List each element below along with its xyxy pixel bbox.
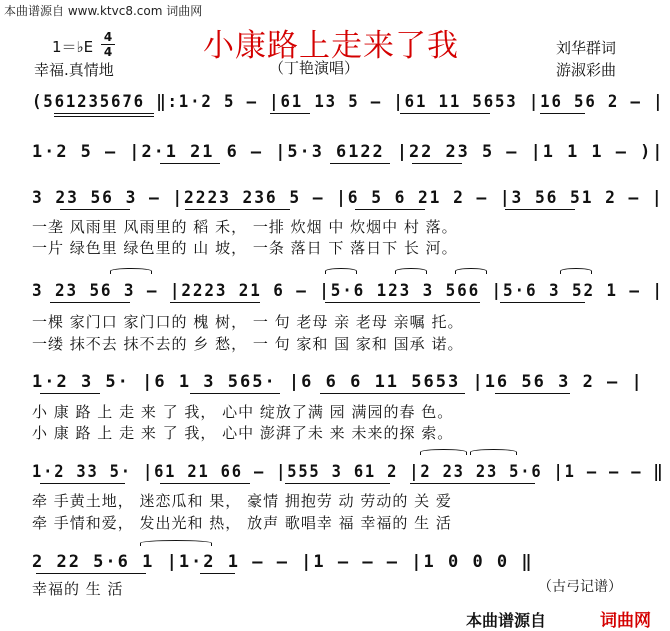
lyric-verse-2-line-5: 小 康 路 上 走 来 了 我， 心中 澎湃了未 来 未来的探 索。 [32,424,454,442]
rhythm-underline [185,209,290,210]
footer-source-label: 本曲谱源自 [466,611,547,630]
tie-slur [110,268,152,274]
notation-line-5: 1·2 3 5· |6 1 3 565· |6 6 6 11 5653 |16 56 3 2 — | [32,372,644,392]
lyric-verse-2-line-6: 牵 手情和爱， 发出光和 热， 放声 歌唱幸 福 幸福的 生 活 [32,514,452,532]
rhythm-underline [320,393,465,394]
rhythm-underline [285,483,390,484]
notation-line-6: 1·2 33 5· |61 21 66 — |555 3 61 2 |2 23 23 5·6 |1 — — — ‖ [32,462,665,482]
rhythm-underline [270,113,310,114]
notation-line-3: 3 23 56 3 — |2223 236 5 — |6 5 6 21 2 — |3 56 51 2 — | [32,188,664,208]
rhythm-underline [60,209,130,210]
rhythm-underline [200,573,235,574]
site-source-header: 本曲谱源自 www.ktvc8.com 词曲网 [4,4,203,18]
rhythm-underline [160,163,220,164]
rhythm-underline [170,302,260,303]
tie-slur [560,268,592,274]
tie-slur [325,268,357,274]
lyric-verse-2-line-4: 一缕 抹不去 抹不去的 乡 愁， 一 句 家和 国 家和 国承 诺。 [32,335,464,353]
notation-line-7: 2 22 5·6 1 |1·2 1 — — |1 — — — |1 0 0 0 ‖ [32,552,534,572]
tie-slur [395,268,427,274]
lyric-verse-1-line-6: 牵 手黄土地， 迷恋瓜和 果， 豪情 拥抱劳 动 劳动的 关 爱 [32,492,452,510]
rhythm-underline [410,483,535,484]
song-title: 小康路上走来了我 [203,28,459,64]
lyric-verse-2-line-3: 一片 绿色里 绿色里的 山 坡， 一条 落日 下 落日下 长 河。 [32,239,458,257]
key-signature: 1＝♭E [52,38,94,56]
rhythm-underline [505,209,575,210]
notation-line-2: 1·2 5 — |2·1 21 6 — |5·3 6122 |22 23 5 — |1 1 1 — )| [32,142,665,162]
footer-site-name[interactable]: 词曲网 [600,611,651,631]
tie-slur [140,540,212,546]
rhythm-underline [325,302,480,303]
rhythm-underline [40,483,125,484]
rhythm-underline [160,483,250,484]
rhythm-underline [54,113,154,114]
rhythm-underline [40,393,100,394]
rhythm-underline [412,163,462,164]
rhythm-underline [54,116,154,117]
rhythm-underline [50,302,130,303]
tempo-mood: 幸福.真情地 [34,61,114,79]
lyric-verse-1-line-3: 一垄 风雨里 风雨里的 稻 禾， 一排 炊烟 中 炊烟中 村 落。 [32,218,458,236]
meter-bottom: 4 [103,45,113,59]
tie-slur [470,449,517,455]
rhythm-underline [500,302,585,303]
rhythm-underline [400,113,490,114]
lyric-verse-1-line-5: 小 康 路 上 走 来 了 我， 心中 绽放了满 园 满园的春 色。 [32,403,454,421]
rhythm-underline [36,573,146,574]
rhythm-underline [495,393,570,394]
lyric-line-7: 幸福的 生 活 [32,580,124,598]
composer: 游淑彩曲 [556,61,617,79]
lyricist: 刘华群词 [556,39,617,57]
rhythm-underline [330,163,390,164]
meter-top: 4 [103,30,113,44]
transcriber-credit: （古弓记谱） [538,579,622,595]
tie-slur [455,268,487,274]
singer: （丁艳演唱） [269,59,360,77]
time-signature [101,31,115,58]
rhythm-underline [355,209,425,210]
tie-slur [420,449,467,455]
notation-line-1: (561235676 ‖:1·2 5 — |61 13 5 — |61 11 5653 |16 56 2 — | [32,92,665,112]
rhythm-underline [190,393,280,394]
lyric-verse-1-line-4: 一棵 家门口 家门口的 槐 树， 一 句 老母 亲 老母 亲嘱 托。 [32,313,464,331]
rhythm-underline [540,113,585,114]
notation-line-4: 3 23 56 3 — |2223 21 6 — |5·6 123 3 566 |5·6 3 52 1 — | [32,281,664,301]
